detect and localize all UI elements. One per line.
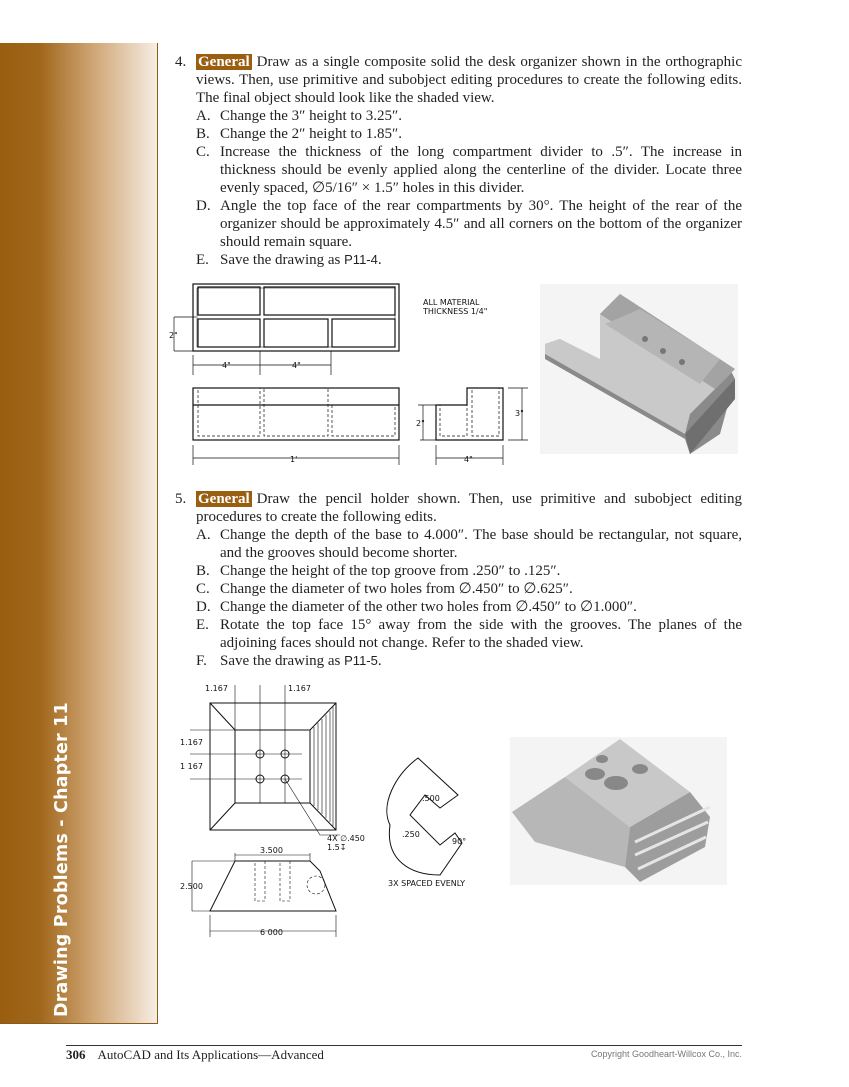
page-footer <box>66 1045 742 1063</box>
problem-number: 5. <box>175 491 187 507</box>
step-text: Increase the thickness of the long compartment divider to .5″. The increase in thickness should be evenly applied along the centerline of the divider. Locate three evenly spaced, ∅5/16″ × 1.5″ holes in this divider. <box>220 144 742 196</box>
step-text: Angle the top face of the rear compartments by 30°. The height of the rear of the organizer should be approximately 4.5″ and all corners on the bottom of the organizer should remain square. <box>220 198 742 250</box>
dim-label: .500 <box>422 794 440 803</box>
dim-label: 1.167 <box>288 684 311 693</box>
page-number: 306 <box>66 1047 86 1062</box>
dim-label: 3.500 <box>260 846 283 855</box>
step-d <box>196 197 742 251</box>
pencil-holder-drawing <box>170 675 740 945</box>
dim-label: 2" <box>416 419 425 428</box>
problem-5 <box>175 490 742 670</box>
step-c <box>196 580 742 598</box>
general-tag: General <box>198 491 250 507</box>
step-letter: E. <box>196 617 209 633</box>
step-b <box>196 125 742 143</box>
dim-label: 6 000 <box>260 928 283 937</box>
step-text: Change the diameter of the other two holes from ∅.450″ to ∅1.000″. <box>220 599 637 615</box>
step-letter: E. <box>196 252 209 268</box>
desk-organizer-drawing <box>160 280 740 470</box>
problem-4 <box>175 53 742 269</box>
dim-label: 4" <box>464 455 473 464</box>
step-letter: A. <box>196 527 211 543</box>
step-letter: A. <box>196 108 211 124</box>
general-tag: General <box>198 54 250 70</box>
problem-intro: Draw as a single composite solid the desk organizer shown in the orthographic views. Then, use primitive and subobject editing procedures to create the following edits. The final object should look like the shaded view. <box>196 54 742 106</box>
dim-label: 3" <box>515 409 524 418</box>
dim-label: 90° <box>452 837 467 846</box>
organizer-shaded-view <box>540 284 738 454</box>
step-text: Change the 2″ height to 1.85″. <box>220 126 403 142</box>
step-text: Save the drawing as <box>220 252 345 268</box>
hole-note: 1.5↧ <box>327 843 347 852</box>
step-text: Rotate the top face 15° away from the side with the grooves. The planes of the adjoining faces should not change. Refer to the shaded view. <box>220 617 742 651</box>
step-e <box>196 616 742 652</box>
problem-number: 4. <box>175 54 187 70</box>
dim-label: 1.167 <box>205 684 228 693</box>
step-end: . <box>377 252 382 268</box>
step-text: Change the depth of the base to 4.000″. The base should be rectangular, not square, and the grooves should become shorter. <box>220 527 742 561</box>
step-a <box>196 526 742 562</box>
file-name: P11-5 <box>344 653 378 668</box>
chapter-sidebar <box>0 43 158 1024</box>
step-letter: C. <box>196 144 210 160</box>
step-letter: D. <box>196 599 211 615</box>
step-b <box>196 562 742 580</box>
material-note: ALL MATERIAL <box>423 298 480 307</box>
step-text: Change the height of the top groove from .250″ to .125″. <box>220 563 561 579</box>
dim-label: .250 <box>402 830 420 839</box>
step-text: Change the 3″ height to 3.25″. <box>220 108 403 124</box>
step-letter: B. <box>196 563 210 579</box>
copyright: Copyright Goodheart-Willcox Co., Inc. <box>590 1049 742 1059</box>
dim-label: 1.167 <box>180 738 203 747</box>
sidebar-title: Drawing Problems - Chapter 11 <box>52 702 72 1017</box>
material-note: THICKNESS 1/4" <box>423 307 488 316</box>
dim-label: 1' <box>290 455 298 464</box>
hole-note: 4X ∅.450 <box>327 834 365 843</box>
dim-label: 4" <box>292 361 301 370</box>
detail-note: 3X SPACED EVENLY <box>388 879 466 888</box>
step-e <box>196 251 742 269</box>
dim-label: 2.500 <box>180 882 203 891</box>
step-letter: C. <box>196 581 210 597</box>
step-text: Change the diameter of two holes from ∅.450″ to ∅.625″. <box>220 581 573 597</box>
step-text: Save the drawing as <box>220 653 345 669</box>
problem-intro: Draw the pencil holder shown. Then, use primitive and subobject editing procedures to create the following edits. <box>196 491 742 525</box>
step-letter: B. <box>196 126 210 142</box>
step-d <box>196 598 742 616</box>
dim-label: 2" <box>169 331 178 340</box>
file-name: P11-4 <box>344 252 378 267</box>
pencil-holder-shaded-view <box>510 737 727 885</box>
step-letter: D. <box>196 198 211 214</box>
step-f <box>196 652 742 670</box>
book-title: AutoCAD and Its Applications—Advanced <box>97 1047 324 1062</box>
step-letter: F. <box>196 653 207 669</box>
dim-label: 1 167 <box>180 762 203 771</box>
step-end: . <box>377 653 382 669</box>
dim-label: 4" <box>222 361 231 370</box>
step-a <box>196 107 742 125</box>
step-c <box>196 143 742 197</box>
